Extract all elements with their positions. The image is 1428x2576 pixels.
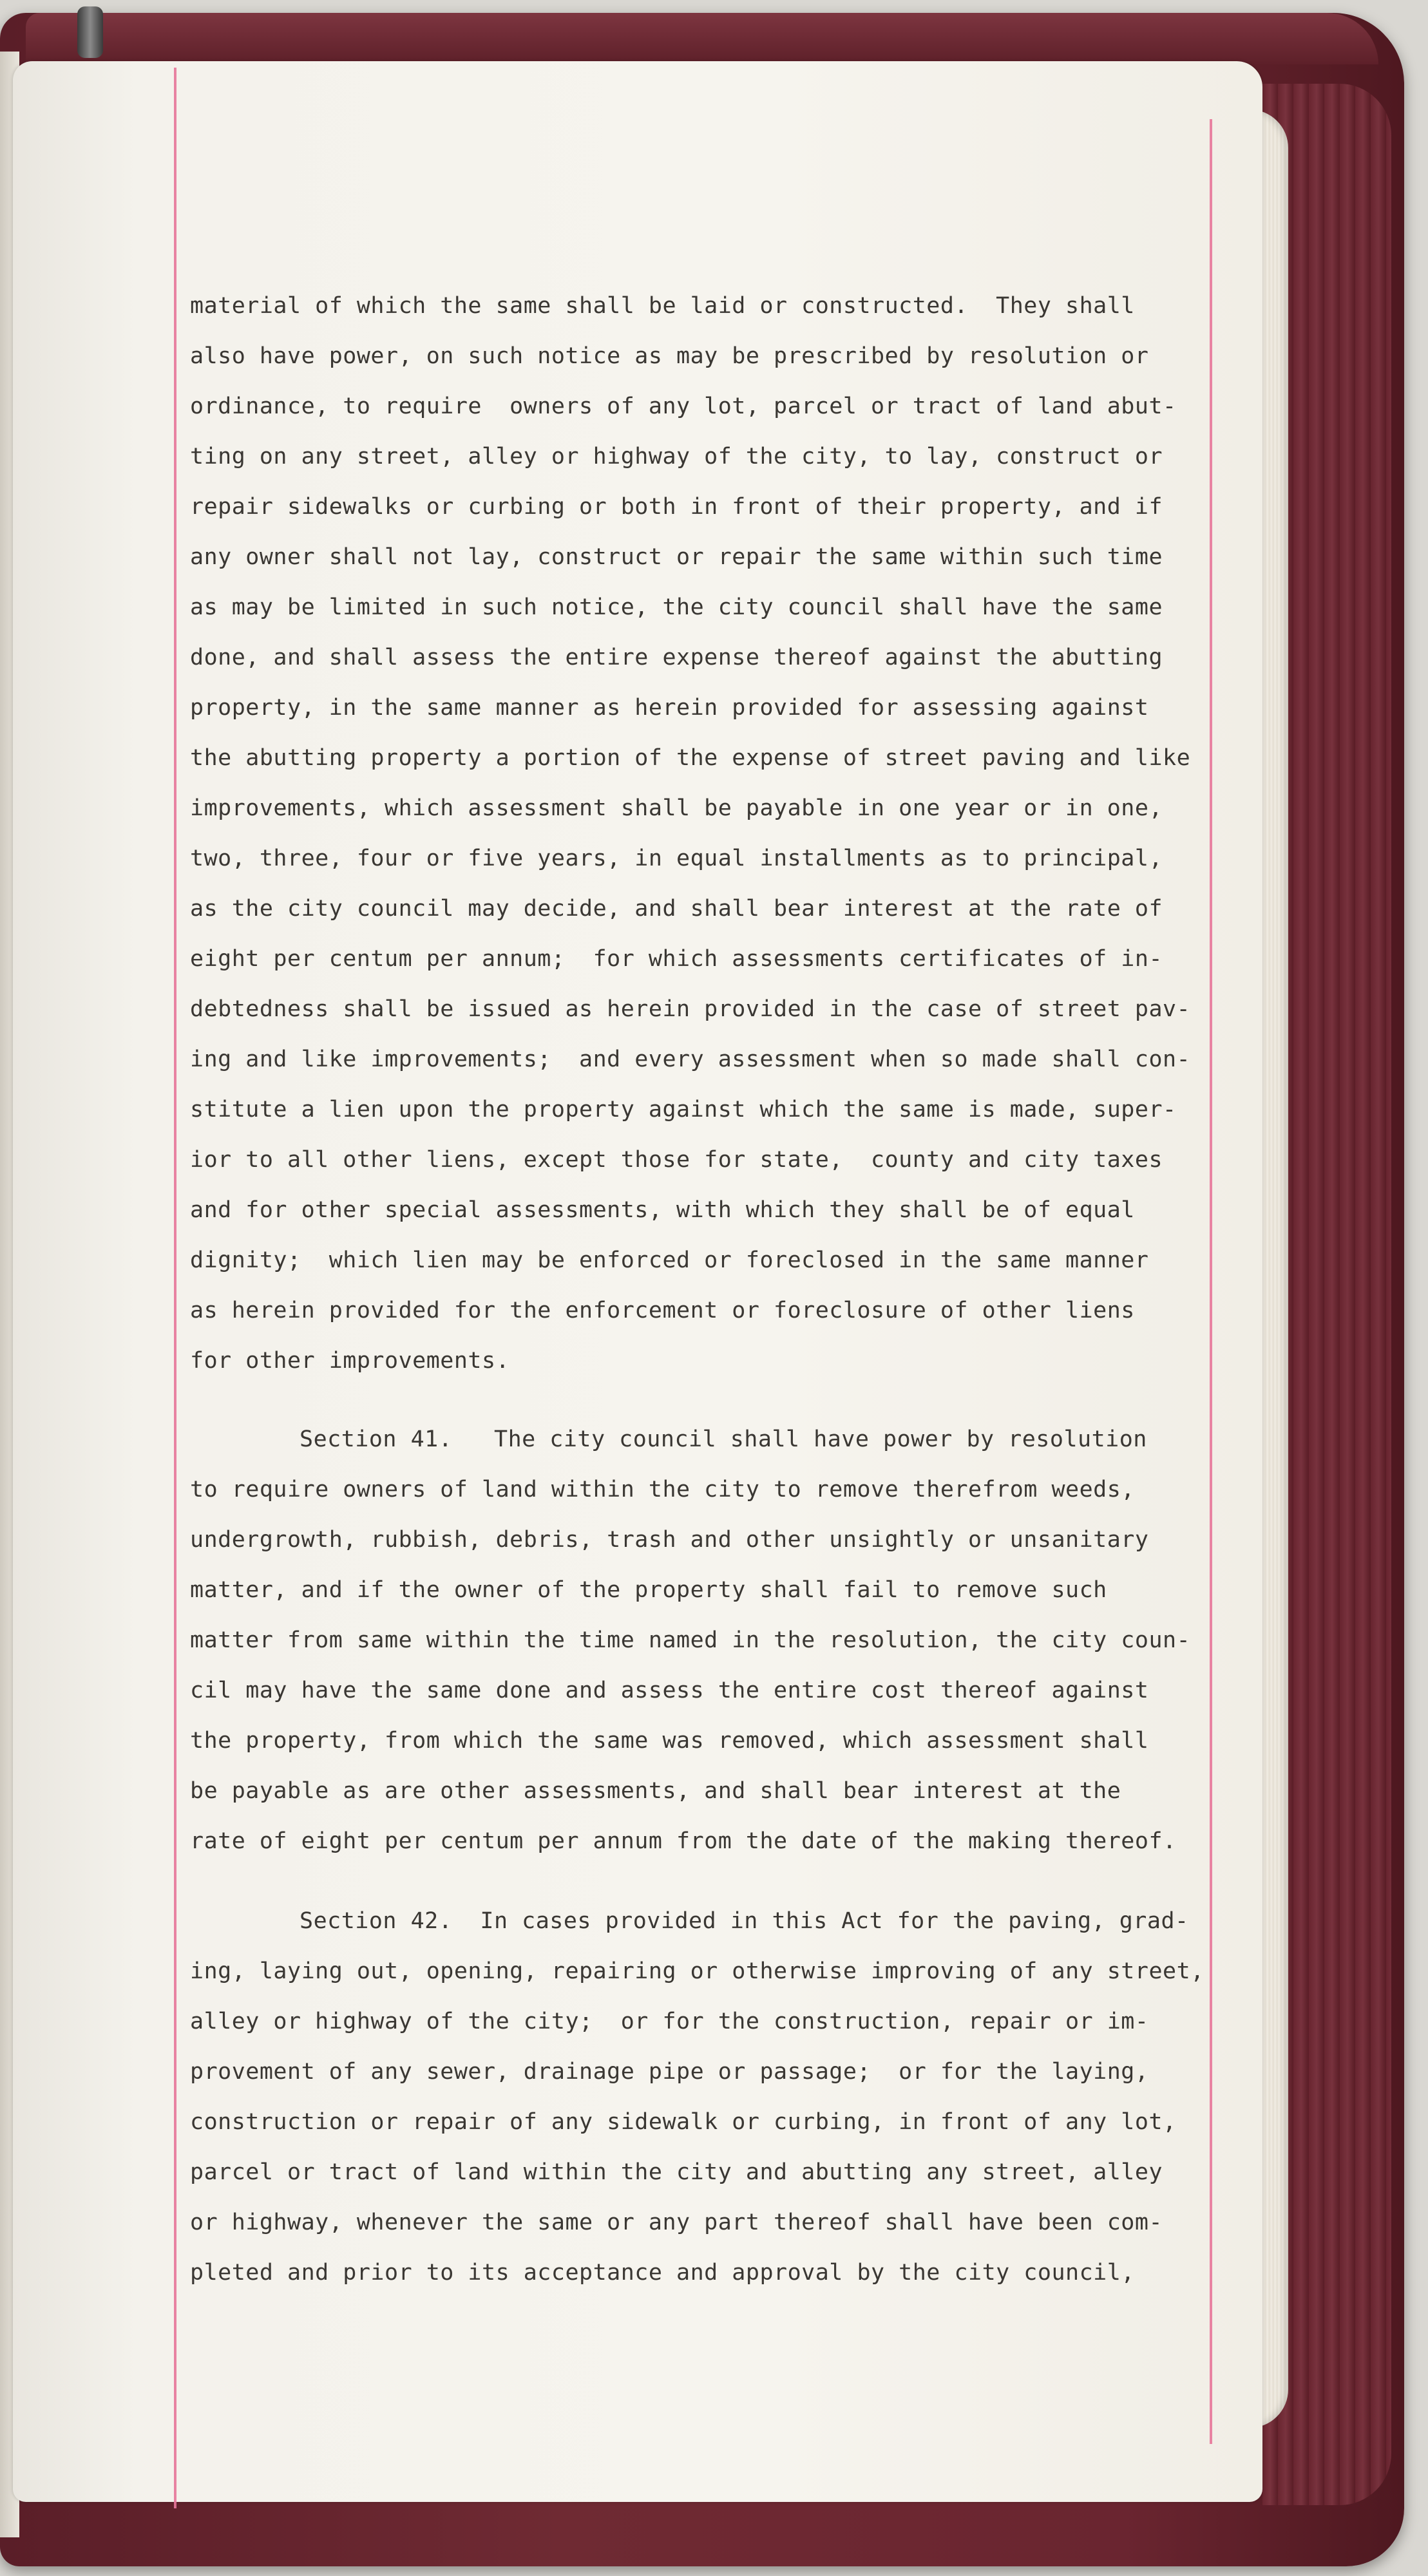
text-line: improvements, which assessment shall be payable in one year or in one, (190, 795, 1163, 821)
text-line: ior to all other liens, except those for state, county and city taxes (190, 1147, 1163, 1173)
text-line: as the city council may decide, and shall bear interest at the rate of (190, 896, 1163, 922)
left-margin-rule (174, 68, 176, 2508)
text-line: matter, and if the owner of the property shall fail to remove such (190, 1577, 1107, 1603)
text-line: dignity; which lien may be enforced or foreclosed in the same manner (190, 1247, 1149, 1273)
text-line: also have power, on such notice as may be prescribed by resolution or (190, 343, 1149, 369)
text-line: pleted and prior to its acceptance and approval by the city council, (190, 2260, 1135, 2286)
text-line: cil may have the same done and assess the entire cost thereof against (190, 1678, 1149, 1703)
section-42-heading-line: Section 42. In cases provided in this Act for the paving, grad- (300, 1908, 1189, 1934)
text-line: ting on any street, alley or highway of the city, to lay, construct or (190, 444, 1163, 469)
text-line: any owner shall not lay, construct or repair the same within such time (190, 544, 1163, 570)
text-line: for other improvements. (190, 1348, 510, 1374)
text-line: parcel or tract of land within the city and abutting any street, alley (190, 2159, 1163, 2185)
text-line: alley or highway of the city; or for the construction, repair or im- (190, 2009, 1149, 2034)
binder-top-edge (26, 13, 1378, 64)
text-line: repair sidewalks or curbing or both in front of their property, and if (190, 494, 1163, 520)
text-line: the abutting property a portion of the expense of street paving and like (190, 745, 1191, 771)
text-line: ordinance, to require owners of any lot, parcel or tract of land abut- (190, 393, 1177, 419)
text-line: the property, from which the same was removed, which assessment shall (190, 1728, 1149, 1754)
text-line: material of which the same shall be laid or constructed. They shall (190, 293, 1135, 319)
text-line: as may be limited in such notice, the city council shall have the same (190, 594, 1163, 620)
text-line: debtedness shall be issued as herein provided in the case of street pav- (190, 996, 1191, 1022)
text-line: stitute a lien upon the property against which the same is made, super- (190, 1097, 1177, 1122)
text-line: eight per centum per annum; for which assessments certificates of in- (190, 946, 1163, 972)
text-line: to require owners of land within the city to remove therefrom weeds, (190, 1477, 1135, 1502)
text-line: construction or repair of any sidewalk or curbing, in front of any lot, (190, 2109, 1177, 2135)
text-line: or highway, whenever the same or any part thereof shall have been com- (190, 2210, 1163, 2235)
text-line: ing, laying out, opening, repairing or otherwise improving of any street, (190, 1958, 1204, 1984)
text-line: two, three, four or five years, in equal installments as to principal, (190, 846, 1163, 871)
text-line: matter from same within the time named in the resolution, the city coun- (190, 1627, 1191, 1653)
text-line: property, in the same manner as herein provided for assessing against (190, 695, 1149, 721)
text-line: rate of eight per centum per annum from the date of the making thereof. (190, 1828, 1177, 1854)
text-line: provement of any sewer, drainage pipe or passage; or for the laying, (190, 2059, 1149, 2085)
text-line: as herein provided for the enforcement or foreclosure of other liens (190, 1298, 1135, 1323)
text-line: done, and shall assess the entire expense thereof against the abutting (190, 645, 1163, 670)
text-line: ing and like improvements; and every assessment when so made shall con- (190, 1046, 1191, 1072)
text-line: be payable as are other assessments, and shall bear interest at the (190, 1778, 1121, 1804)
text-line: and for other special assessments, with which they shall be of equal (190, 1197, 1135, 1223)
binder-ring (77, 6, 103, 58)
section-41-heading-line: Section 41. The city council shall have power by resolution (300, 1426, 1147, 1452)
text-line: undergrowth, rubbish, debris, trash and other unsightly or unsanitary (190, 1527, 1149, 1553)
typed-text-body (190, 293, 1233, 2286)
